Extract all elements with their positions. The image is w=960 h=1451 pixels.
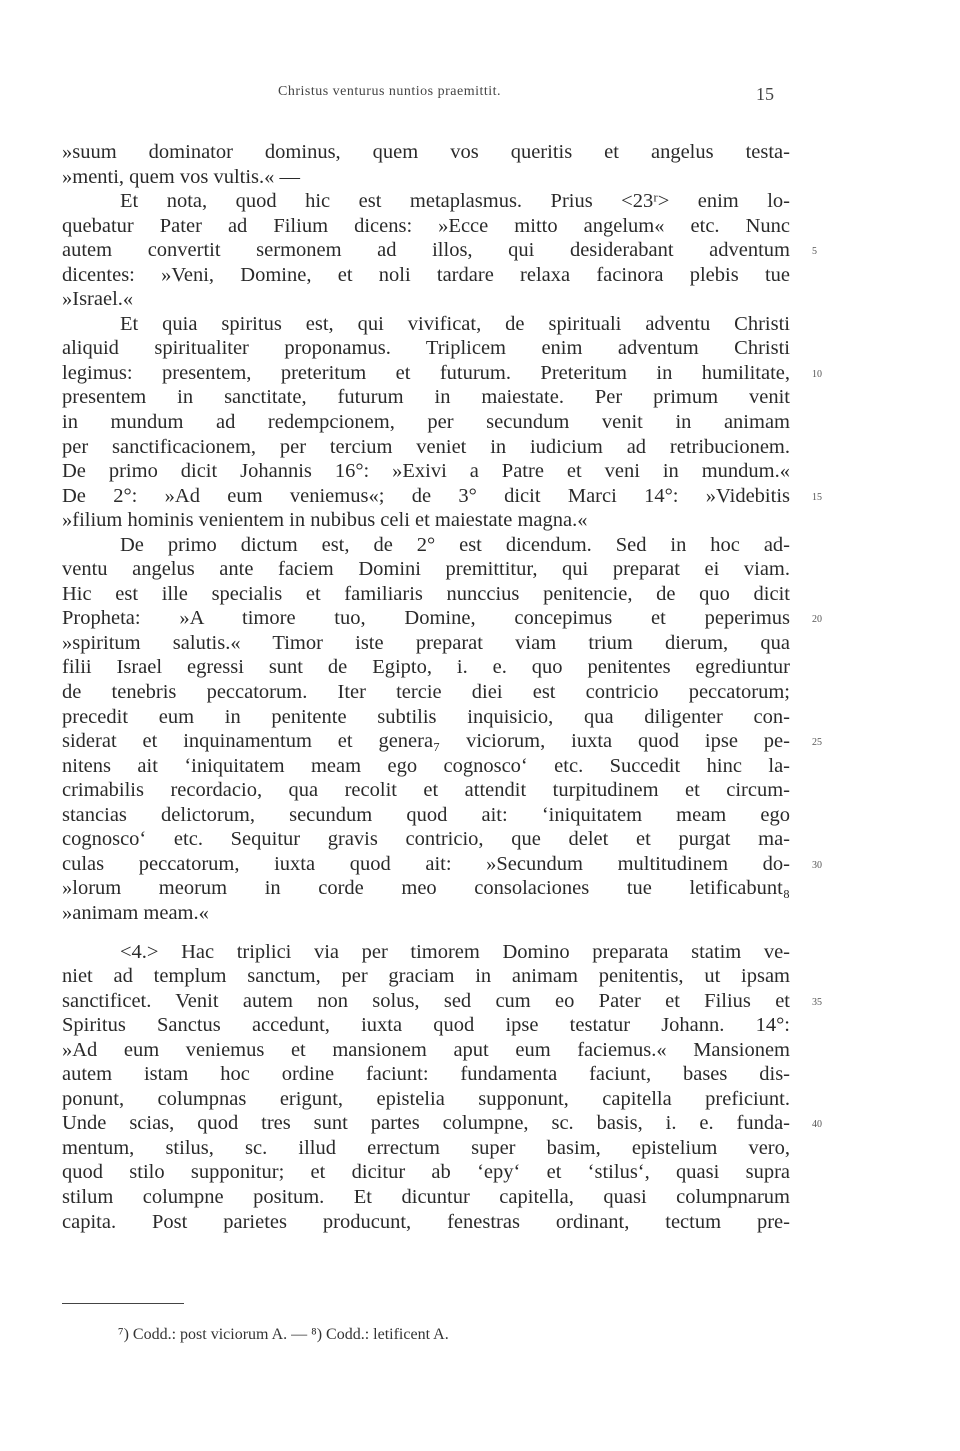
page-number: 15 (756, 84, 774, 104)
text-line: culas peccatorum, iuxta quod ait: »Secundum multitudinem do- (62, 852, 790, 875)
margin-line-number: 30 (812, 860, 822, 871)
text-line: autem convertit sermonem ad illos, qui desiderabant adventum (62, 239, 790, 262)
text-line: »menti, quem vos vultis.« — (62, 165, 301, 188)
text-line: quebatur Pater ad Filium dicens: »Ecce mitto angelum« etc. Nunc (62, 214, 790, 237)
text-line: nitens ait ‘iniquitatem meam ego cognosco‘ etc. Succedit hinc la- (62, 754, 790, 777)
text-line: crimabilis recordacio, qua recolit et attendit turpitudinem et circum- (62, 779, 790, 802)
main-text (62, 140, 790, 1234)
text-line: stilum columpne positum. Et dicuntur capitella, quasi columpnarum (62, 1185, 790, 1208)
text-line: niet ad templum sanctum, per graciam in animam penitentis, ut ipsam (62, 965, 790, 988)
text-line: capita. Post parietes producunt, fenestras ordinant, tectum pre- (62, 1210, 790, 1233)
text-line: siderat et inquinamentum et genera₇ viciorum, iuxta quod ipse pe- (62, 730, 790, 753)
text-line: in mundum ad redempcionem, per secundum venit in animam (62, 411, 790, 434)
text-line: De 2°: »Ad eum veniemus«; de 3° dicit Marci 14°: »Videbitis (62, 484, 790, 507)
margin-line-number: 25 (812, 737, 822, 748)
text-line: ventu angelus ante faciem Domini premittitur, qui preparat ei viam. (62, 558, 790, 581)
text-line: dicentes: »Veni, Domine, et noli tardare relaxa facinora plebis tue (62, 263, 790, 286)
margin-line-number: 10 (812, 369, 822, 380)
margin-line-number: 40 (812, 1119, 822, 1130)
margin-line-number: 20 (812, 614, 822, 625)
text-line: autem istam hoc ordine faciunt: fundamenta faciunt, bases dis- (62, 1063, 790, 1086)
text-line: Hic est ille specialis et familiaris nunccius penitencie, de quo dicit (62, 582, 790, 605)
running-header: Christus venturus nuntios praemittit. (278, 84, 502, 99)
text-line: »suum dominator dominus, quem vos queritis et angelus testa- (62, 141, 790, 163)
text-line: precedit eum in penitente subtilis inquisicio, qua diligenter con- (62, 705, 790, 728)
text-line: legimus: presentem, preteritum et futurum. Preteritum in humilitate, (62, 361, 790, 384)
text-line: ponunt, columpnas erigunt, epistelia supponunt, capitella preficiunt. (62, 1087, 790, 1110)
text-line: »spiritum salutis.« Timor iste preparat viam trium dierum, qua (62, 631, 790, 654)
text-line: Spiritus Sanctus accedunt, iuxta quod ipse testatur Johann. 14°: (62, 1014, 790, 1037)
footnote: ⁷) Codd.: post viciorum A. — ⁸) Codd.: letificent A. (118, 1326, 449, 1343)
text-line: »animam meam.« (62, 901, 209, 924)
text-line: Propheta: »A timore tuo, Domine, concepimus et peperimus (62, 607, 790, 630)
text-line: »Israel.« (62, 288, 134, 311)
text-line: Et nota, quod hic est metaplasmus. Prius <23ʳ> enim lo- (120, 190, 790, 213)
margin-line-number: 35 (812, 997, 822, 1008)
text-line: De primo dicit Johannis 16°: »Exivi a Patre et veni in mundum.« (62, 460, 790, 483)
text-line: filii Israel egressi sunt de Egipto, i. e. quo penitentes egrediuntur (62, 656, 790, 679)
footnote-rule (62, 1303, 184, 1304)
text-line: mentum, stilus, sc. illud errectum super basim, epistelium vero, (62, 1136, 790, 1159)
margin-line-number: 15 (812, 492, 822, 503)
text-line: stancias delictorum, secundum quod ait: ‘iniquitatem meam ego (62, 803, 790, 826)
text-line: »filium hominis venientem in nubibus celi et maiestate magna.« (62, 509, 588, 532)
text-line: quod stilo supponitur; et dicitur ab ‘epy‘ et ‘stilus‘, quasi supra (62, 1161, 790, 1184)
text-line: cognosco‘ etc. Sequitur gravis contricio, que delet et purgat ma- (62, 828, 790, 851)
text-line: presentem in sanctitate, futurum in maiestate. Per primum venit (62, 386, 790, 409)
margin-line-number: 5 (812, 246, 817, 257)
text-line: sanctificet. Venit autem non solus, sed cum eo Pater et Filius et (62, 989, 790, 1012)
text-line: »Ad eum veniemus et mansionem aput eum faciemus.« Mansionem (62, 1038, 790, 1061)
text-line: »lorum meorum in corde meo consolaciones tue letificabunt₈ (62, 877, 790, 900)
text-line: aliquid spiritualiter proponamus. Triplicem enim adventum Christi (62, 337, 790, 360)
text-line: <4.> Hac triplici via per timorem Domino preparata statim ve- (120, 940, 790, 963)
text-line: De primo dictum est, de 2° est dicendum. Sed in hoc ad- (120, 533, 790, 556)
text-line: de tenebris peccatorum. Iter tercie diei est contricio peccatorum; (62, 681, 790, 704)
text-line: per sanctificacionem, per tercium veniet in iudicium ad retribucionem. (62, 435, 790, 458)
text-line: Unde scias, quod tres sunt partes columpne, sc. basis, i. e. funda- (62, 1112, 790, 1135)
text-line: Et quia spiritus est, qui vivificat, de spirituali adventu Christi (120, 312, 790, 335)
